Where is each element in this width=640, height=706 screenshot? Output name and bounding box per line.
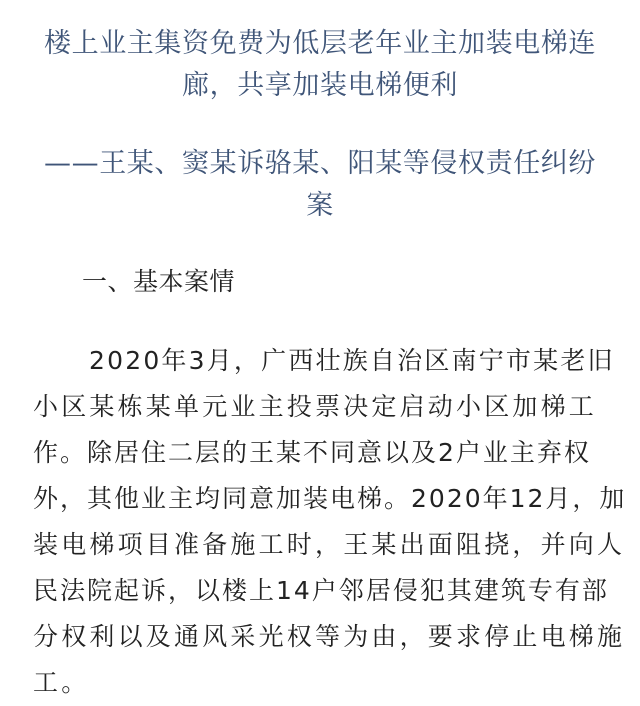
subtitle-line-2: 案 <box>306 190 334 221</box>
paragraph-line: 分权利以及通风采光权等为由，要求停止电梯施 <box>33 622 626 651</box>
article-subtitle <box>0 143 640 227</box>
paragraph-line: 外，其他业主均同意加装电梯。2020年12月，加 <box>33 484 627 513</box>
title-line-1: 楼上业主集资免费为低层老年业主加装电梯连 <box>44 28 596 59</box>
article-title <box>0 23 640 107</box>
paragraph-line: 作。除居住二层的王某不同意以及2户业主弃权 <box>33 438 591 467</box>
paragraph-line: 小区某栋某单元业主投票决定启动小区加梯工 <box>33 392 598 421</box>
paragraph-line: 工。 <box>33 668 90 697</box>
paragraph-line: 2020年3月，广西壮族自治区南宁市某老旧 <box>89 346 615 375</box>
paragraph-line: 民法院起诉，以楼上14户邻居侵犯其建筑专有部 <box>33 576 609 605</box>
title-line-2: 廊，共享加装电梯便利 <box>182 70 458 101</box>
paragraph-line: 装电梯项目准备施工时，王某出面阻挠，并向人 <box>33 530 626 559</box>
case-facts-paragraph <box>33 338 627 706</box>
subtitle-line-1: ——王某、窦某诉骆某、阳某等侵权责任纠纷 <box>44 148 596 179</box>
section-heading-basic-facts: 一、基本案情 <box>82 267 236 296</box>
